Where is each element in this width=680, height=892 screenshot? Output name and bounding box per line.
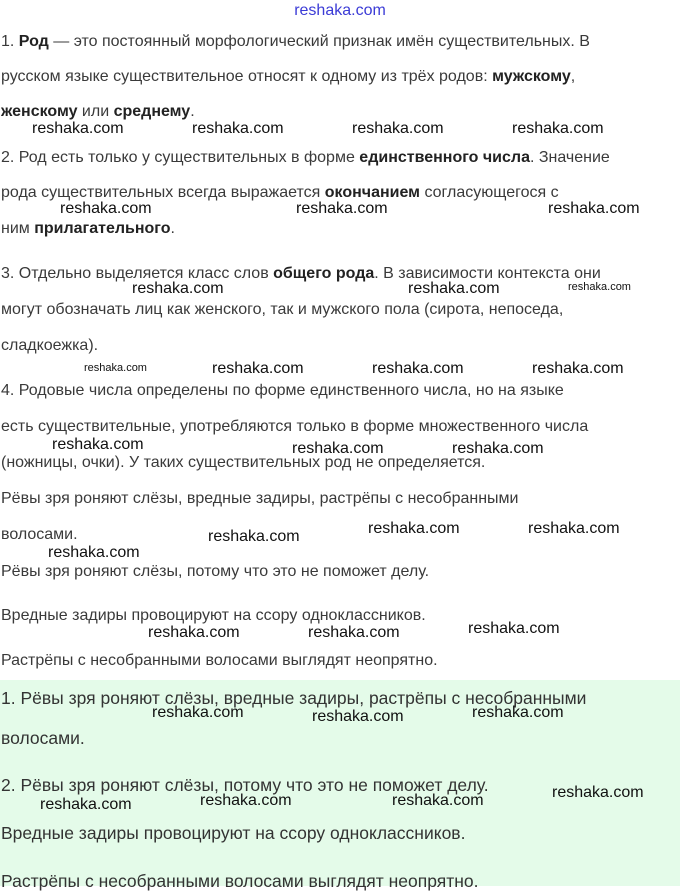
watermark: reshaka.com <box>148 624 240 641</box>
p2-line2: рода существительных всегда выражается окончанием согласующегося с <box>1 184 559 201</box>
p2-line3: ним прилагательного. <box>1 220 175 237</box>
watermark: reshaka.com <box>60 200 152 217</box>
watermark: reshaka.com <box>368 520 460 537</box>
watermark: reshaka.com <box>192 120 284 137</box>
answer2: 2. Рёвы зря роняют слёзы, потому что это не поможет делу. <box>1 775 489 795</box>
watermark: reshaka.com <box>292 440 384 457</box>
p3-line1: 3. Отдельно выделяется класс слов общего рода. В зависимости контекста они <box>1 265 601 282</box>
watermark: reshaka.com <box>528 520 620 537</box>
watermark: reshaka.com <box>372 360 464 377</box>
p2-line1: 2. Род есть только у существительных в форме единственного числа. Значение <box>1 149 610 166</box>
watermark: reshaka.com <box>512 120 604 137</box>
example4: Растрёпы с несобранными волосами выглядят неопрятно. <box>1 652 438 669</box>
answer4: Растрёпы с несобранными волосами выглядят неопрятно. <box>1 871 479 891</box>
watermark: reshaka.com <box>468 620 560 637</box>
watermark: reshaka.com <box>48 544 140 561</box>
answer3: Вредные задиры провоцируют на ссору одноклассников. <box>1 823 466 843</box>
watermark: reshaka.com <box>392 792 484 809</box>
watermark: reshaka.com <box>452 440 544 457</box>
watermark: reshaka.com <box>52 436 144 453</box>
watermark: reshaka.com <box>532 360 624 377</box>
watermark: reshaka.com <box>32 120 124 137</box>
site-header[interactable]: reshaka.com <box>294 2 386 19</box>
watermark: reshaka.com <box>212 360 304 377</box>
p4-line3: (ножницы, очки). У таких существительных род не определяется. <box>1 454 486 471</box>
watermark: reshaka.com <box>200 792 292 809</box>
watermark: reshaka.com <box>408 280 500 297</box>
p1-line3: женскому или среднему. <box>1 103 195 120</box>
watermark: reshaka.com <box>352 120 444 137</box>
example3: Вредные задиры провоцируют на ссору одноклассников. <box>1 607 426 624</box>
example1-line2: волосами. <box>1 526 78 543</box>
p3-line2: могут обозначать лиц как женского, так и мужского пола (сирота, непоседа, <box>1 301 564 318</box>
p3-line3: сладкоежка). <box>1 337 99 354</box>
p4-line1: 4. Родовые числа определены по форме единственного числа, но на языке <box>1 382 564 399</box>
watermark: reshaka.com <box>296 200 388 217</box>
watermark: reshaka.com <box>132 280 224 297</box>
example2: Рёвы зря роняют слёзы, потому что это не поможет делу. <box>1 563 430 580</box>
watermark: reshaka.com <box>84 362 147 374</box>
answer1-line1: 1. Рёвы зря роняют слёзы, вредные задиры, растрёпы с несобранными <box>1 688 587 708</box>
p1-line1: 1. Род — это постоянный морфологический признак имён существительных. В <box>1 33 590 50</box>
watermark: reshaka.com <box>152 704 244 721</box>
example1-line1: Рёвы зря роняют слёзы, вредные задиры, растрёпы с несобранными <box>1 490 519 507</box>
watermark: reshaka.com <box>568 281 631 293</box>
watermark: reshaka.com <box>208 528 300 545</box>
p4-line2: есть существительные, употребляются только в форме множественного числа <box>1 418 589 435</box>
p1-line2: русском языке существительное относят к одному из трёх родов: мужскому, <box>1 68 576 85</box>
watermark: reshaka.com <box>472 704 564 721</box>
watermark: reshaka.com <box>308 624 400 641</box>
watermark: reshaka.com <box>552 784 644 801</box>
watermark: reshaka.com <box>40 796 132 813</box>
answer1-line2: волосами. <box>1 728 85 748</box>
watermark: reshaka.com <box>312 708 404 725</box>
watermark: reshaka.com <box>548 200 640 217</box>
